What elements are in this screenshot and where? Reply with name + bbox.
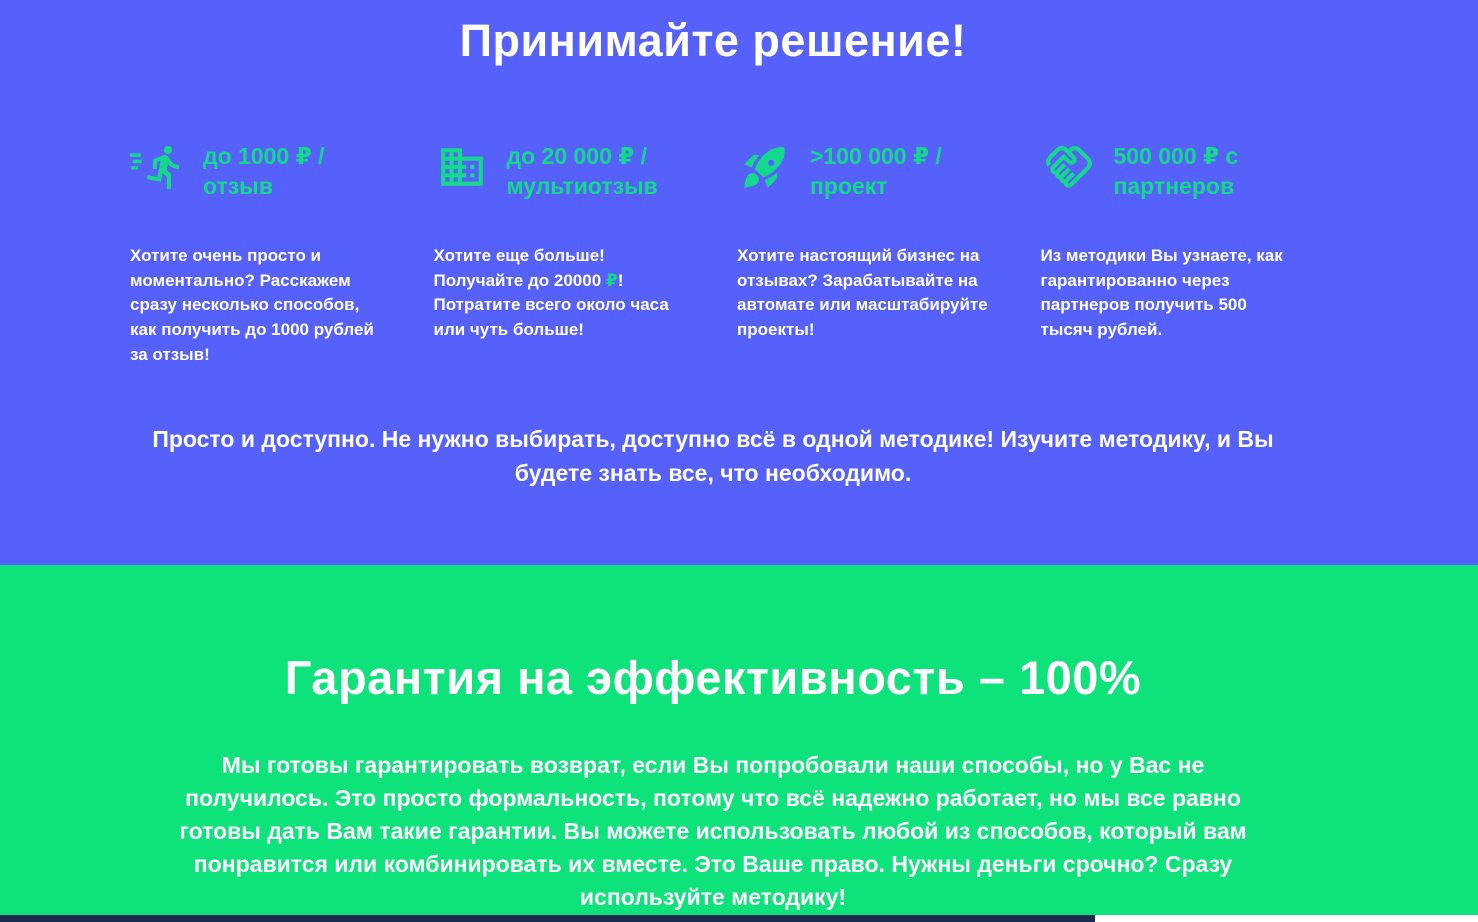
page-title: Принимайте решение! — [459, 15, 967, 66]
runner-icon — [130, 142, 186, 192]
footer-strip-light — [1095, 915, 1478, 922]
benefit-card-partners — [1041, 142, 1297, 367]
card-header — [434, 142, 690, 221]
decision-summary-text: Просто и доступно. Не нужно выбирать, доступно всё в одной методике! Изучите методику, и Вы будете знать все, что необходимо. — [152, 426, 1274, 486]
card-body: Хотите настоящий бизнес на отзывах? Зарабатывайте на автомате или масштабируйте проекты! — [737, 246, 988, 339]
card-body: Из методики Вы узнаете, как гарантированно через партнеров получить 500 тысяч рублей. — [1040, 246, 1283, 339]
card-body: Хотите очень просто и моментально? Расскажем сразу несколько способов, как получить до 1000 рублей за отзыв! — [130, 246, 374, 364]
buildings-icon — [434, 142, 490, 192]
guarantee-section — [0, 565, 1478, 915]
card-heading: >100 000 ₽ / проект — [810, 143, 942, 199]
card-header — [1041, 142, 1297, 221]
benefit-card-review — [130, 142, 386, 367]
rocket-icon — [737, 142, 793, 192]
card-header — [737, 142, 993, 221]
benefit-cards-row — [130, 142, 1296, 367]
card-body: Хотите еще больше! Получайте до 20000 ₽! Потратите всего около часа или чуть больше! — [433, 246, 669, 339]
card-header — [130, 142, 386, 221]
guarantee-body-text: Мы готовы гарантировать возврат, если Вы попробовали наши способы, но у Вас не получилось. Это просто формальность, потому что всё надежно работает, но мы все равно готовы дать Вам такие гарантии. Вы можете использовать любой из способов, который вам понравится или комбинировать их вместе. Это Ваше право. Нужны деньги срочно? Сразу используйте методику! — [179, 752, 1247, 910]
card-heading: до 1000 ₽ / отзыв — [203, 143, 325, 199]
card-heading: до 20 000 ₽ / мультиотзыв — [506, 143, 658, 199]
guarantee-title: Гарантия на эффективность – 100% — [284, 651, 1142, 704]
ruble-sign: ₽ — [605, 270, 618, 290]
benefit-card-multireview — [434, 142, 690, 367]
handshake-icon — [1041, 142, 1097, 192]
benefit-card-project — [737, 142, 993, 367]
footer-strip — [0, 915, 1478, 922]
footer-strip-dark — [0, 915, 1095, 922]
card-heading: 500 000 ₽ с партнеров — [1113, 143, 1239, 199]
